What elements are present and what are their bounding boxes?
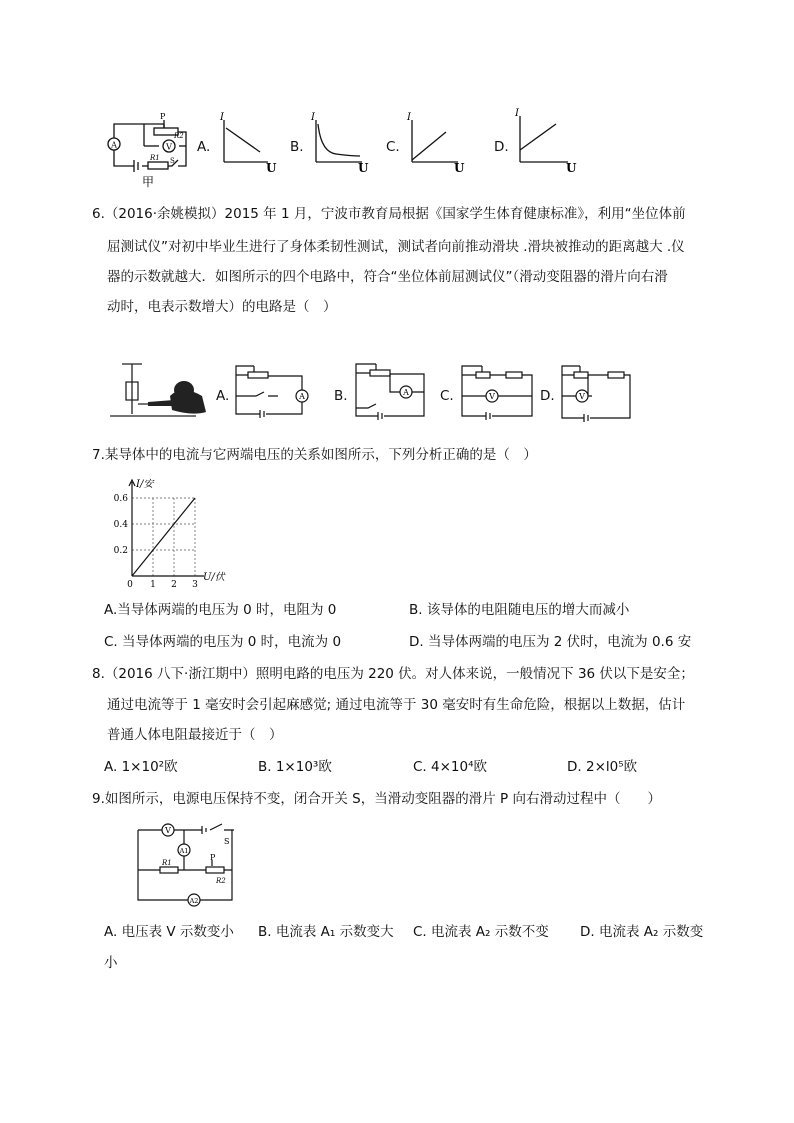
q7-stem: 7.某导体中的电流与它两端电压的关系如图所示，下列分析正确的是（ ） [92, 447, 537, 463]
q5-switch-label: S [170, 157, 175, 165]
q7-x-tick-label: 0 [127, 580, 133, 590]
q7-x-tick-label: 3 [192, 580, 198, 590]
q9-option-b[interactable]: B. 电流表 A₁ 示数变大 [258, 924, 394, 940]
q6-stem-line-2: 屈测试仪”对初中毕业生进行了身体柔韧性测试，测试者向前推动滑块 .滑块被推动的距离越大 .仪 [107, 239, 685, 255]
q6-circuit-b [348, 360, 432, 420]
q7-option-d[interactable]: D. 当导体两端的电压为 2 伏时，电流为 0.6 安 [409, 634, 692, 650]
q7-xlabel: U/伏 [203, 572, 225, 583]
q5-option-d-label[interactable]: D. [494, 139, 509, 155]
q7-option-b[interactable]: B. 该导体的电阻随电压的增大而减小 [409, 602, 630, 618]
q6-circuit-d [556, 360, 636, 424]
q8-option-b[interactable]: B. 1×10³欧 [258, 759, 332, 775]
q6-stem-line-4: 动时，电表示数增大）的电路是（ ） [107, 299, 337, 315]
q5-graph-b-i: I [311, 112, 315, 123]
q7-series-line [132, 498, 195, 576]
q5-graph-a-i: I [220, 112, 224, 123]
q5-circuit-diagram [104, 108, 194, 193]
q6-stem-line-1: 6.（2016·余姚模拟）2015 年 1 月，宁波市教育局根据《国家学生体育健康标准》，利用“坐位体前 [92, 206, 686, 222]
q6-circuit-c [456, 360, 540, 422]
q6-circuit-d-meter: V [579, 392, 585, 401]
q6-stem-line-3: 器的示数就越大．如图所示的四个电路中，符合“坐位体前屈测试仪”（滑动变阻器的滑片向右滑 [107, 269, 668, 285]
q8-option-a[interactable]: A. 1×10²欧 [104, 759, 178, 775]
q5-graph-b-u: U [358, 161, 369, 175]
q9-ammeter-a2-label: A2 [189, 897, 199, 905]
q9-stem: 9.如图所示，电源电压保持不变，闭合开关 S，当滑动变阻器的滑片 P 向右滑动过程中（ ） [92, 791, 661, 807]
q9-ammeter-a1-label: A1 [179, 847, 189, 855]
q6-circuit-a [230, 362, 312, 418]
q6-circuit-a-meter: A [299, 392, 305, 401]
q5-graph-d [510, 108, 577, 175]
q6-option-a-label[interactable]: A. [216, 388, 230, 404]
q6-sit-and-reach-illustration [108, 360, 216, 422]
q8-stem-line-2: 通过电流等于 1 毫安时会引起麻感觉; 通过电流等于 30 毫安时有生命危险，根据以上数据，估计 [107, 697, 686, 713]
q9-slider-label: P [210, 853, 216, 862]
q5-option-a-label[interactable]: A. [197, 139, 211, 155]
q5-graph-d-i: I [515, 108, 519, 119]
q5-graph-c [402, 112, 465, 175]
q6-circuit-b-meter: A [403, 388, 409, 397]
q5-voltmeter-label: V [166, 142, 172, 152]
q8-option-c[interactable]: C. 4×10⁴欧 [413, 759, 487, 775]
q8-stem-line-1: 8.（2016 八下·浙江期中）照明电路的电压为 220 伏。对人体来说，一般情况下 36 伏以下是安全； [92, 666, 694, 682]
q5-graph-b [306, 112, 369, 175]
q9-option-d[interactable]: D. 电流表 A₂ 示数变 [580, 924, 704, 940]
q7-option-c[interactable]: C. 当导体两端的电压为 0 时，电流为 0 [104, 634, 342, 650]
q9-r1-label: R1 [162, 859, 172, 867]
q7-y-tick-label: 0.6 [113, 494, 128, 504]
q5-option-b-label[interactable]: B. [290, 139, 304, 155]
q9-voltmeter-label: V [165, 826, 171, 835]
q7-iu-chart [100, 476, 240, 588]
q7-ylabel: I/安 [136, 479, 154, 490]
q9-circuit-diagram [128, 820, 238, 910]
q5-graph-c-i: I [407, 112, 411, 123]
q7-y-tick-label: 0.2 [113, 546, 128, 556]
q7-option-a[interactable]: A.当导体两端的电压为 0 时，电阻为 0 [104, 602, 337, 618]
q6-option-b-label[interactable]: B. [334, 388, 348, 404]
q5-graph-a-u: U [266, 161, 277, 175]
q6-option-d-label[interactable]: D. [540, 388, 555, 404]
q8-stem-line-3: 普通人体电阻最接近于（ ） [107, 727, 283, 743]
q5-ammeter-label: A [111, 140, 117, 150]
q9-option-c[interactable]: C. 电流表 A₂ 示数不变 [413, 924, 549, 940]
q5-graph-d-u: U [566, 161, 577, 175]
q7-x-tick-label: 1 [150, 580, 156, 590]
q5-graph-c-u: U [454, 161, 465, 175]
q7-x-tick-label: 2 [171, 580, 177, 590]
q6-option-c-label[interactable]: C. [440, 388, 454, 404]
q7-y-tick-label: 0.4 [113, 520, 128, 530]
q6-circuit-c-meter: V [489, 392, 495, 401]
q5-slider-label: P [160, 112, 166, 121]
q9-switch-label: S [224, 837, 230, 846]
q9-r2-label: R2 [216, 877, 226, 885]
q5-option-c-label[interactable]: C. [386, 139, 400, 155]
q9-option-a[interactable]: A. 电压表 V 示数变小 [104, 924, 234, 940]
q5-graph-a [216, 112, 277, 175]
q8-option-d[interactable]: D. 2×l0⁵欧 [567, 759, 638, 775]
q5-r2-label: R2 [174, 132, 184, 140]
q5-circuit-caption: 甲 [142, 175, 155, 189]
q5-r1-label: R1 [150, 154, 160, 162]
q9-option-d-continued: 小 [104, 955, 118, 971]
